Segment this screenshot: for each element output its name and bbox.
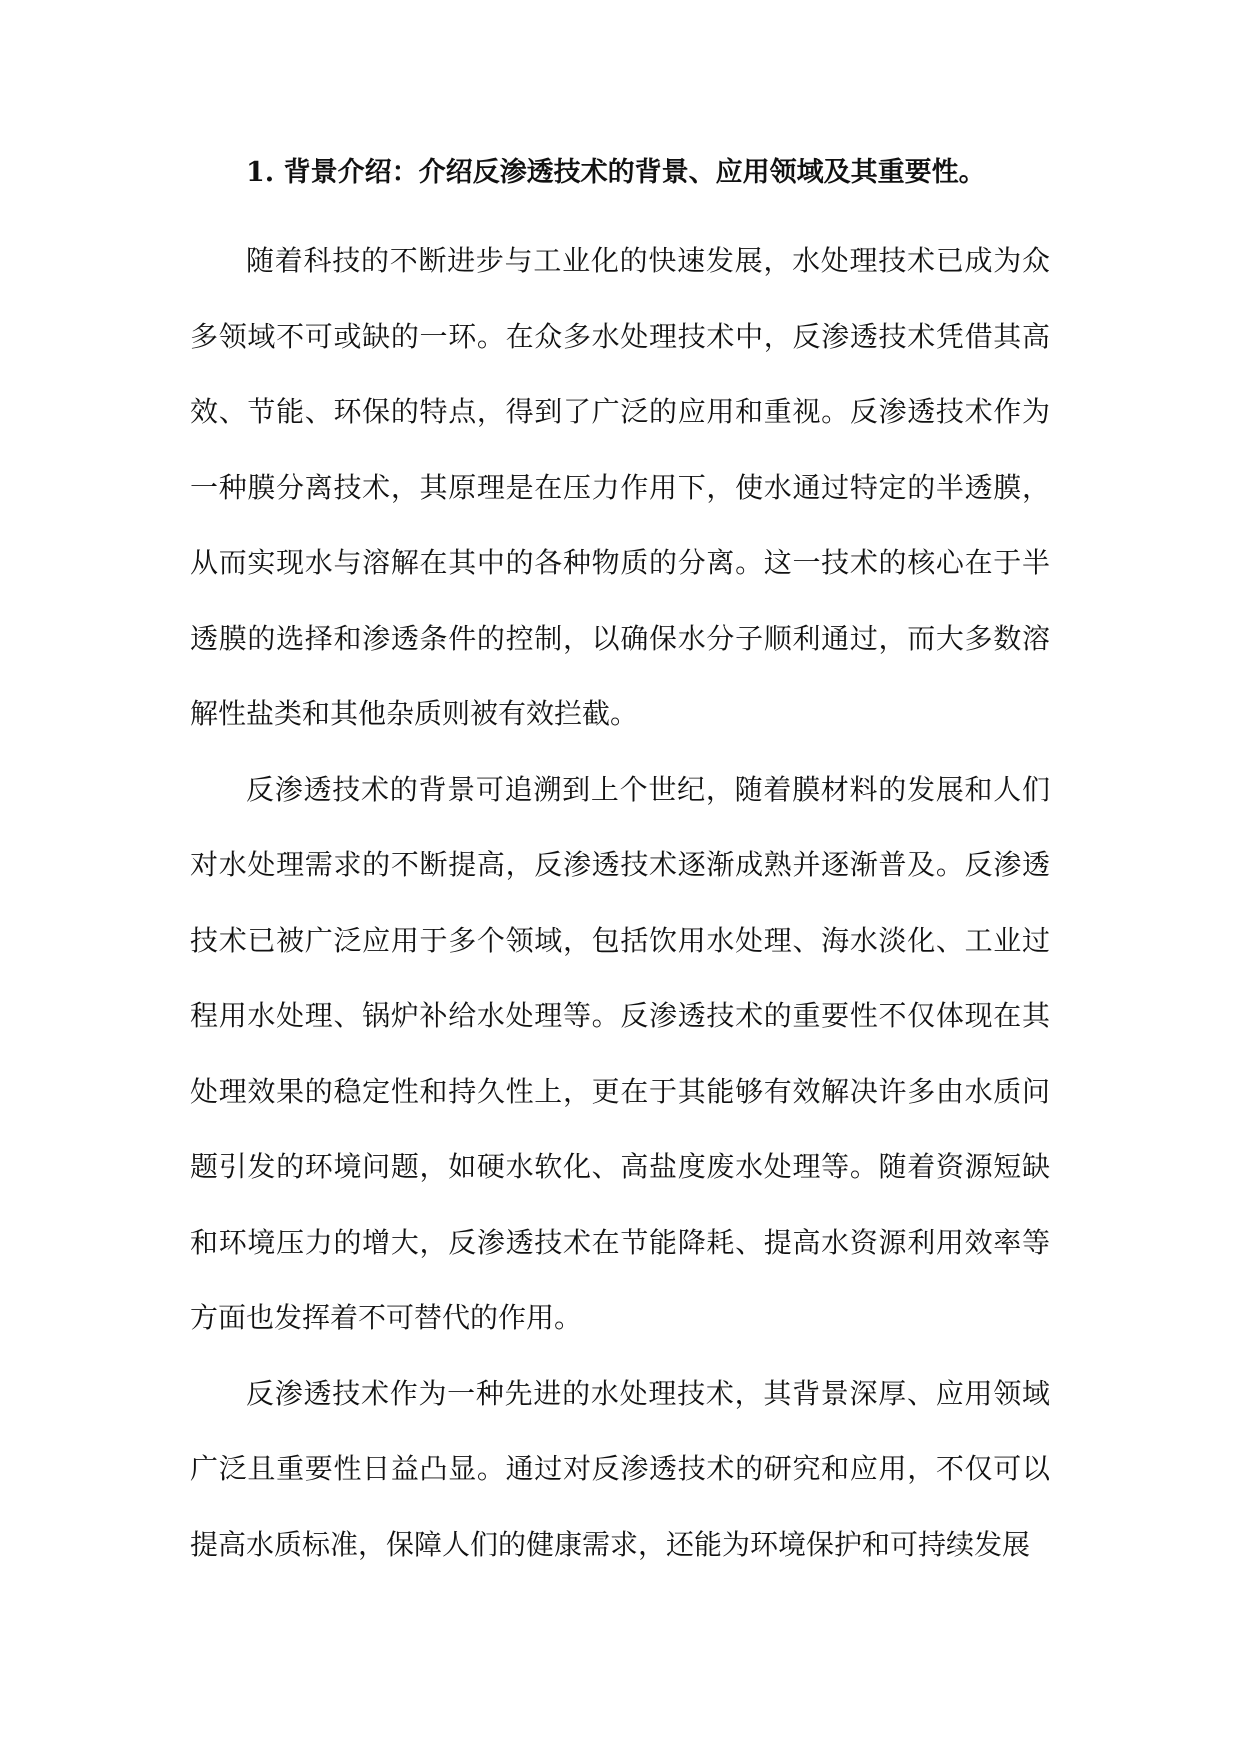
paragraph-summary: 反渗透技术作为一种先进的水处理技术，其背景深厚、应用领域广泛且重要性日益凸显。通过对反渗透技术的研究和应用，不仅可以提高水质标准，保障人们的健康需求，还能为环境保护和可持续发展 (190, 1376, 1050, 1561)
paragraph-background: 随着科技的不断进步与工业化的快速发展，水处理技术已成为众多领域不可或缺的一环。在众多水处理技术中，反渗透技术凭借其高效、节能、环保的特点，得到了广泛的应用和重视。反渗透技术作为一种膜分离技术，其原理是在压力作用下，使水通过特定的半透膜，从而实现水与溶解在其中的各种物质的分离。这一技术的核心在于半透膜的选择和渗透条件的控制，以确保水分子顺利通过，而大多数溶解性盐类和其他杂质则被有效拦截。 (190, 244, 1050, 730)
section-heading: 1. 背景介绍：介绍反渗透技术的背景、应用领域及其重要性。 (246, 157, 986, 188)
document-body (190, 148, 1050, 1582)
paragraph-history-applications: 反渗透技术的背景可追溯到上个世纪，随着膜材料的发展和人们对水处理需求的不断提高，反渗透技术逐渐成熟并逐渐普及。反渗透技术已被广泛应用于多个领域，包括饮用水处理、海水淡化、工业过程用水处理、锅炉补给水处理等。反渗透技术的重要性不仅体现在其处理效果的稳定性和持久性上，更在于其能够有效解决许多由水质问题引发的环境问题，如硬水软化、高盐度废水处理等。随着资源短缺和环境压力的增大，反渗透技术在节能降耗、提高水资源利用效率等方面也发挥着不可替代的作用。 (190, 772, 1050, 1334)
